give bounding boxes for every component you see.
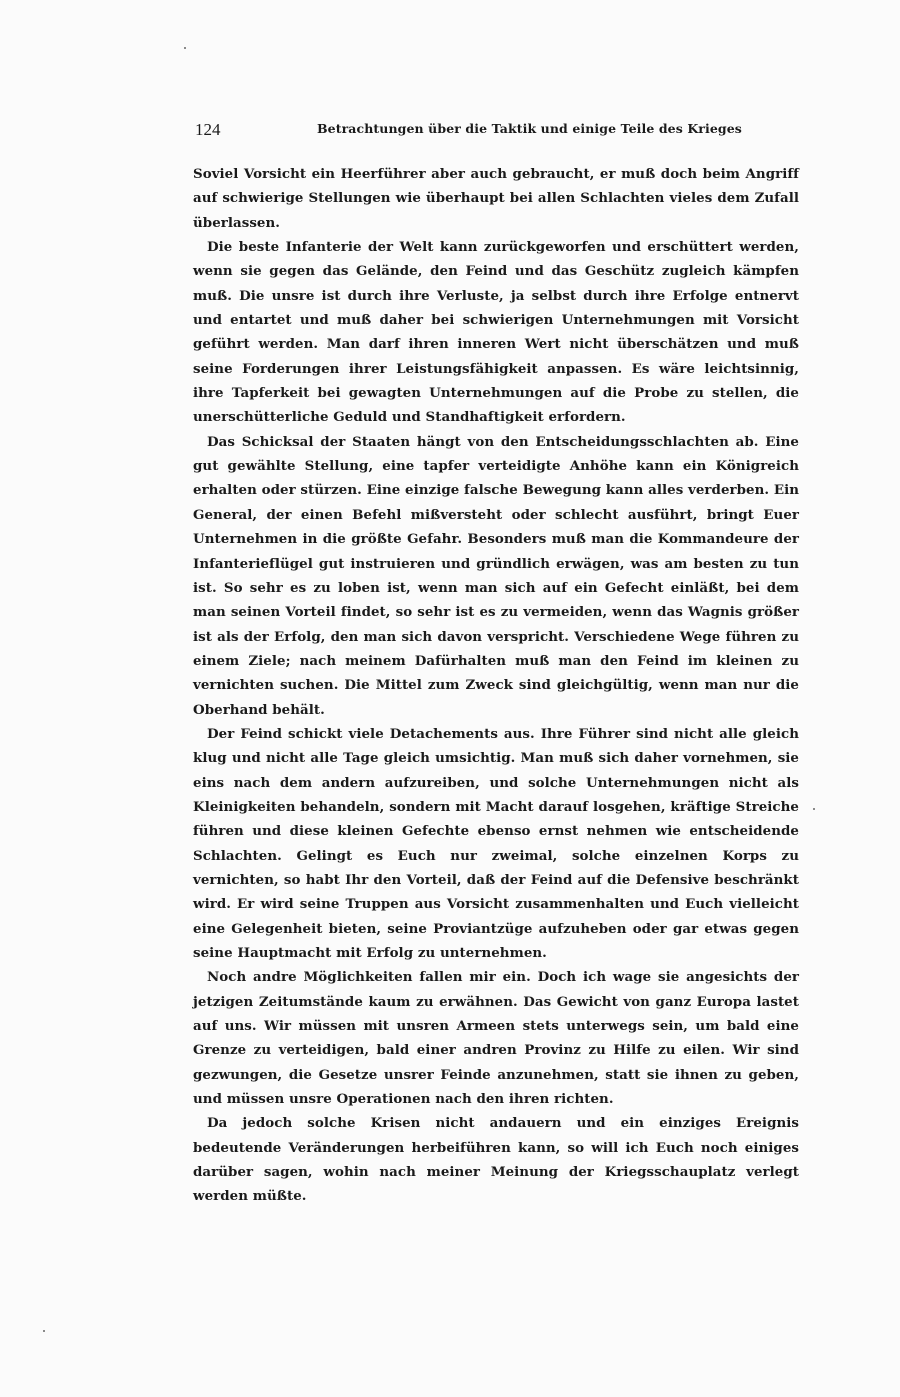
paragraph: Noch andre Möglichkeiten fallen mir ein. Doch ich wage sie angesichts der jetzigen Zeitumstände kaum zu erwähnen. Das Gewicht von ganz Europa lastet auf uns. Wir müssen mit unsren Armeen stets unterwegs sein, um bald eine Grenze zu verteidigen, bald einer andren Provinz zu Hilfe zu eilen. Wir sind gezwungen, die Gesetze unsrer Feinde anzunehmen, statt sie ihnen zu geben, und müssen unsre Operationen nach den ihren richten.: [193, 969, 799, 1108]
body-text: [193, 162, 799, 1209]
print-speck: [813, 808, 815, 810]
paragraph: Soviel Vorsicht ein Heerführer aber auch gebraucht, er muß doch beim Angriff auf schwierige Stellungen wie überhaupt bei allen Schlachten vieles dem Zufall überlassen.: [193, 166, 799, 231]
page-number: 124: [195, 120, 221, 139]
paragraph: Der Feind schickt viele Detachements aus. Ihre Führer sind nicht alle gleich klug und nicht alle Tage gleich umsichtig. Man muß sich daher vornehmen, sie eins nach dem andern aufzureiben, und solche Unternehmungen nicht als Kleinigkeiten behandeln, sondern mit Macht darauf losgehen, kräftige Streiche führen und diese kleinen Gefechte ebenso ernst nehmen wie entscheidende Schlachten. Gelingt es Euch nur zweimal, solche einzelnen Korps zu vernichten, so habt Ihr den Vorteil, daß der Feind auf die Defensive beschränkt wird. Er wird seine Truppen aus Vorsicht zusammenhalten und Euch vielleicht eine Gelegenheit bieten, seine Proviantzüge aufzuheben oder gar etwas gegen seine Hauptmacht mit Erfolg zu unternehmen.: [193, 725, 799, 961]
paragraph: Die beste Infanterie der Welt kann zurückgeworfen und erschüttert werden, wenn sie gegen das Gelände, den Feind und das Geschütz zugleich kämpfen muß. Die unsre ist durch ihre Verluste, ja selbst durch ihre Erfolge entnervt und entartet und muß daher bei schwierigen Unternehmungen mit Vorsicht geführt werden. Man darf ihren inneren Wert nicht überschätzen und muß seine Forderungen ihrer Leistungsfähigkeit anpassen. Es wäre leichtsinnig, ihre Tapferkeit bei gewagten Unternehmungen auf die Probe zu stellen, die unerschütterliche Geduld und Standhaftigkeit erfordern.: [193, 239, 799, 426]
running-title: Betrachtungen über die Taktik und einige Teile des Krieges: [317, 121, 742, 136]
print-speck: [184, 47, 186, 49]
running-head: [193, 118, 799, 140]
print-speck: [43, 1330, 45, 1332]
paragraph: Da jedoch solche Krisen nicht andauern und ein einziges Ereignis bedeutende Veränderungen herbeiführen kann, so will ich Euch noch einiges darüber sagen, wohin nach meiner Meinung der Kriegsschauplatz verlegt werden müßte.: [193, 1115, 799, 1205]
paragraph: Das Schicksal der Staaten hängt von den Entscheidungsschlachten ab. Eine gut gewählte Stellung, eine tapfer verteidigte Anhöhe kann ein Königreich erhalten oder stürzen. Eine einzige falsche Bewegung kann alles verderben. Ein General, der einen Befehl mißversteht oder schlecht ausführt, bringt Euer Unternehmen in die größte Gefahr. Besonders muß man die Kommandeure der Infanterieflügel gut instruieren und gründlich erwägen, was am besten zu tun ist. So sehr es zu loben ist, wenn man sich auf ein Gefecht einläßt, bei dem man seinen Vorteil findet, so sehr ist es zu vermeiden, wenn das Wagnis größer ist als der Erfolg, den man sich davon verspricht. Verschiedene Wege führen zu einem Ziele; nach meinem Dafürhalten muß man den Feind im kleinen zu vernichten suchen. Die Mittel zum Zweck sind gleichgültig, wenn man nur die Oberhand behält.: [193, 433, 799, 718]
